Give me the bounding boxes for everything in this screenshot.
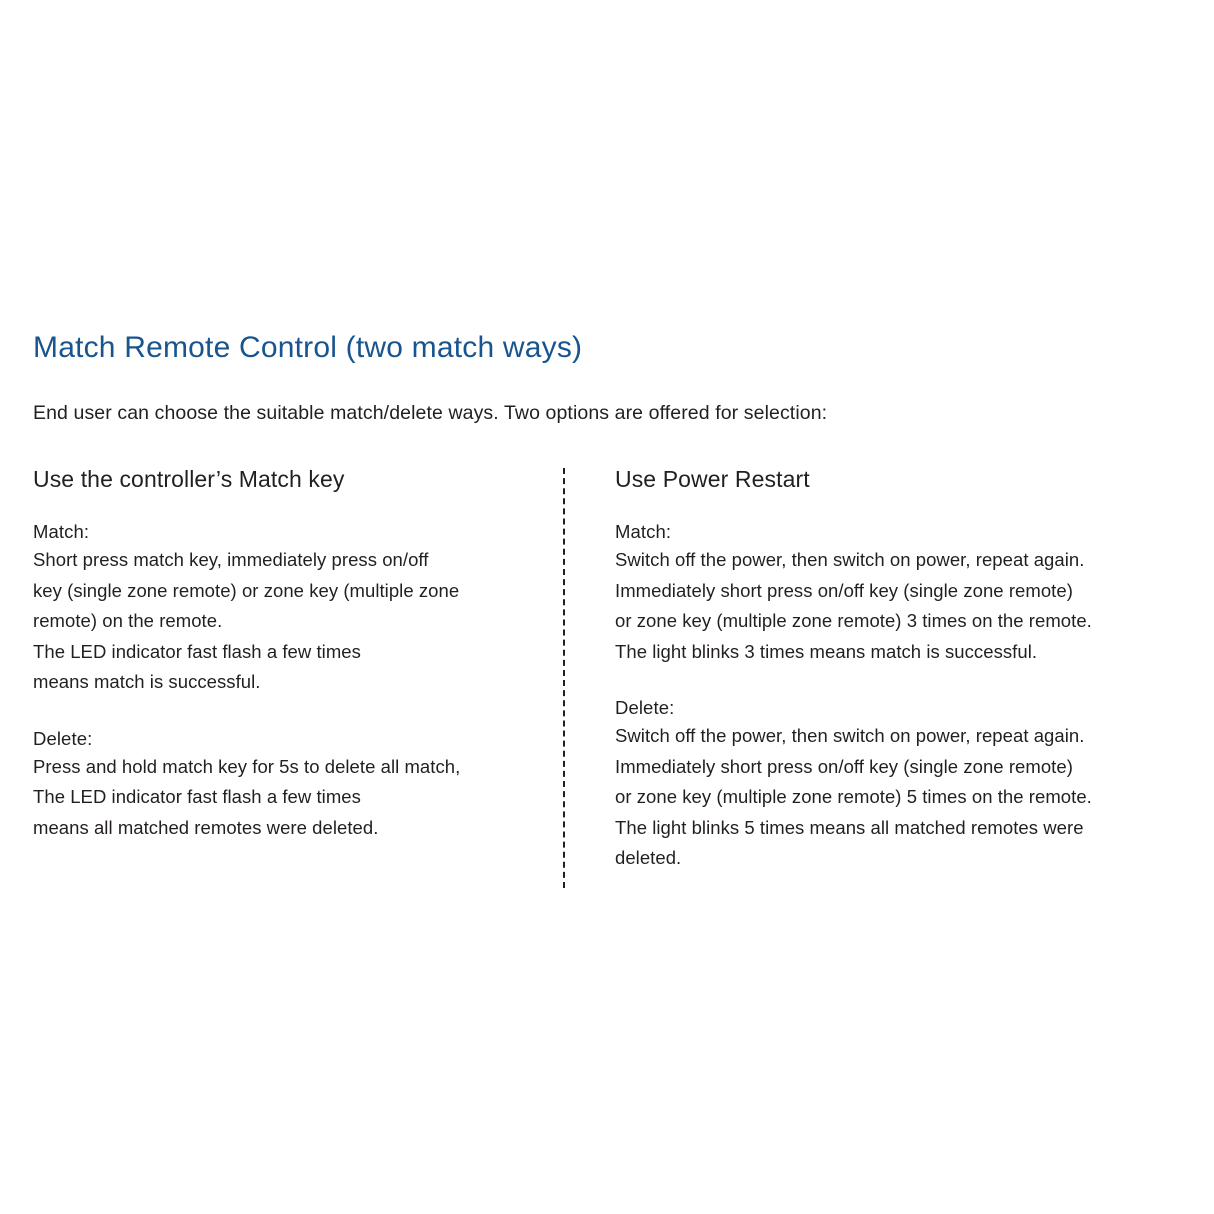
block-label-delete: Delete: [615,697,675,719]
two-column-layout [33,466,1184,874]
text-line: Short press match key, immediately press on/off [33,549,429,571]
text-line: deleted. [615,847,682,869]
text-line: The LED indicator fast flash a few times [33,640,361,662]
text-line: Immediately short press on/off key (single zone remote) [615,755,1073,777]
text-line: The LED indicator fast flash a few times [33,786,361,808]
text-line: The light blinks 5 times means all matched remotes were [615,816,1084,838]
block-label-match: Match: [33,521,90,543]
vertical-dashed-divider [563,468,565,888]
column-match-key [33,466,563,843]
block-match [33,521,543,698]
text-line: Switch off the power, then switch on power, repeat again. [615,549,1085,571]
text-line: Press and hold match key for 5s to delete all match, [33,755,461,777]
text-line: Immediately short press on/off key (single zone remote) [615,579,1073,601]
block-match [615,521,1163,667]
text-line: remote) on the remote. [33,610,223,632]
page-title: Match Remote Control (two match ways) [33,331,583,364]
text-line: or zone key (multiple zone remote) 5 times on the remote. [615,786,1092,808]
text-line: The light blinks 3 times means match is successful. [615,640,1038,662]
block-delete [615,697,1163,874]
intro-paragraph: End user can choose the suitable match/delete ways. Two options are offered for selection: [33,402,828,424]
block-label-delete: Delete: [33,727,93,749]
column-heading-power-restart: Use Power Restart [615,466,810,493]
text-line: means match is successful. [33,671,261,693]
text-line: Switch off the power, then switch on power, repeat again. [615,725,1085,747]
column-heading-match-key: Use the controller’s Match key [33,466,345,493]
column-power-restart [563,466,1163,874]
block-delete [33,728,543,844]
text-line: means all matched remotes were deleted. [33,816,379,838]
text-line: key (single zone remote) or zone key (multiple zone [33,579,460,601]
block-label-match: Match: [615,521,672,543]
text-line: or zone key (multiple zone remote) 3 times on the remote. [615,610,1092,632]
document-content [33,330,1184,874]
